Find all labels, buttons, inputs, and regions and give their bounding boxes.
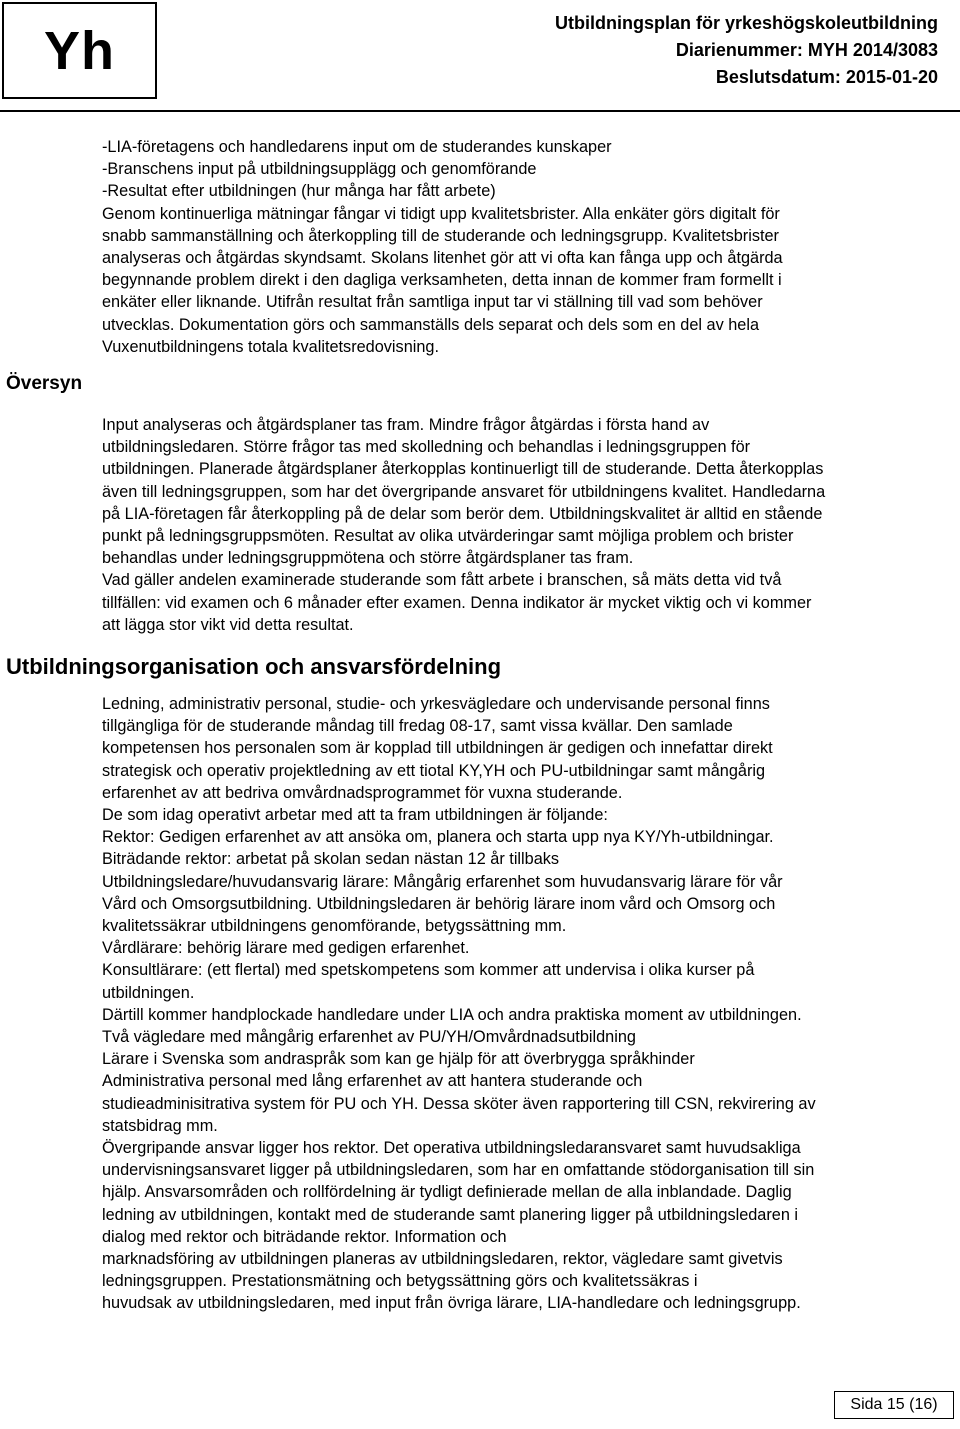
text-line: hjälp. Ansvarsområden och rollfördelning är tydligt definierade mellan de alla inblandade. Daglig — [102, 1183, 792, 1202]
text-line: att lägga stor vikt vid detta resultat. — [102, 615, 354, 634]
text-line: erfarenhet av att bedriva omvårdnadsprogrammet för vuxna studerande. — [102, 783, 623, 802]
text-line: dialog med rektor och biträdande rektor. Information och — [102, 1227, 507, 1246]
page-number-text: Sida 15 (16) — [850, 1396, 938, 1413]
text-line: huvudsak av utbildningsledaren, med input från övriga lärare, LIA-handledare och ledningsgrupp. — [102, 1294, 801, 1313]
text-line: statsbidrag mm. — [102, 1116, 218, 1135]
text-line: tillfällen: vid examen och 6 månader efter examen. Denna indikator är mycket viktig och vi kommer — [102, 593, 812, 612]
text-line: tillgängliga för de studerande måndag till fredag 08-17, samt vissa kvällar. Den samlade — [102, 717, 733, 736]
text-line: -LIA-företagens och handledarens input om de studerandes kunskaper — [102, 138, 612, 156]
document-title: Utbildningsplan för yrkeshögskoleutbildning — [554, 13, 938, 33]
text-line: punkt på ledningsgruppsmöten. Resultat av olika utvärderingar samt möjliga problem och brister — [102, 527, 794, 546]
text-line: utbildningen. — [102, 983, 195, 1002]
text-line: Övergripande ansvar ligger hos rektor. Det operativa utbildningsledaransvaret samt huvudsakliga — [102, 1139, 801, 1158]
organisation-body — [102, 693, 952, 1315]
text-line: strategisk och operativ projektledning av ett tiotal KY,YH och PU-utbildningar samt mångårig — [102, 761, 766, 780]
overview-paragraph-2 — [102, 414, 952, 636]
text-line: ledning av utbildningen, kontakt med de studerande samt planering ligger på utbildningsledaren i — [102, 1205, 799, 1224]
text-line: -Branschens input på utbildningsupplägg och genomförande — [102, 160, 537, 179]
text-line: analyseras och åtgärdas skyndsamt. Skolans litenhet gör att vi ofta kan fånga upp och åtgärda — [102, 249, 783, 268]
text-line: begynnande problem direkt i den dagliga verksamheten, detta innan de kommer fram formellt i — [102, 271, 782, 290]
text-line: Rektor: Gedigen erfarenhet av att ansöka om, planera och starta upp nya KY/Yh-utbildningar. — [102, 828, 774, 847]
yh-logo — [2, 2, 157, 99]
text-line: Två vägledare med mångårig erfarenhet av PU/YH/Omvårdnadsutbildning — [102, 1028, 636, 1047]
text-line: De som idag operativt arbetar med att ta fram utbildningen är följande: — [102, 806, 608, 825]
text-line: Vård och Omsorgsutbildning. Utbildningsledaren är behörig lärare inom vård och Omsorg och — [102, 894, 776, 913]
header-divider — [0, 110, 960, 112]
text-line: ledningsgruppen. Prestationsmätning och betygssättning görs och kvalitetssäkras i — [102, 1272, 698, 1291]
beslutsdatum: Beslutsdatum: 2015-01-20 — [715, 67, 938, 87]
text-line: undervisningsansvaret ligger på utbildningsledaren, som har en omfattande stödorganisation till sin — [102, 1161, 815, 1180]
text-line: Lärare i Svenska som andraspråk som kan ge hjälp för att överbrygga språkhinder — [102, 1050, 695, 1069]
text-line: marknadsföring av utbildningen planeras av utbildningsledaren, rektor, vägledare samt givetvis — [102, 1250, 783, 1269]
text-line: Konsultlärare: (ett flertal) med spetskompetens som kommer att undervisa i olika kurser på — [102, 961, 755, 980]
text-line: även till ledningsgruppen, som har det övergripande ansvaret för utbildningens kvalitet. Handledarna — [102, 482, 826, 501]
text-line: Administrativa personal med lång erfarenhet av att hantera studerande och — [102, 1072, 643, 1091]
text-line: utvecklas. Dokumentation görs och sammanställs dels separat och dels som en del av hela — [102, 315, 760, 334]
text-line: -Resultat efter utbildningen (hur många har fått arbete) — [102, 182, 496, 201]
text-line: Vad gäller andelen examinerade studerande som fått arbete i branschen, så mäts detta vid två — [102, 571, 782, 590]
text-line: Genom kontinuerliga mätningar fångar vi tidigt upp kvalitetsbrister. Alla enkäter görs digitalt för — [102, 204, 780, 223]
text-line: Input analyseras och åtgärdsplaner tas fram. Mindre frågor åtgärdas i första hand av — [102, 416, 710, 434]
section-label-oversyn: Översyn — [6, 373, 83, 394]
document-header — [555, 10, 938, 91]
text-line: kompetensen hos personalen som är kopplad till utbildningen är gedigen och innefattar direkt — [102, 739, 773, 758]
page-number — [834, 1391, 954, 1419]
text-line: kvalitetssäkrar utbildningens genomförande, betygssättning mm. — [102, 917, 567, 936]
logo-text: Yh — [43, 20, 115, 81]
text-line: på LIA-företagen får återkoppling på de delar som berör dem. Utbildningskvalitet är alltid en stående — [102, 504, 823, 523]
text-line: Vårdlärare: behörig lärare med gedigen erfarenhet. — [102, 939, 470, 958]
text-line: Ledning, administrativ personal, studie- och yrkesvägledare och undervisande personal finns — [102, 695, 770, 713]
text-line: utbildningsledaren. Större frågor tas med skolledning och behandlas i ledningsgruppen för — [102, 438, 751, 457]
overview-paragraph-1 — [102, 136, 952, 358]
text-line: utbildningen. Planerade åtgärdsplaner återkopplas kontinuerligt till de studerande. Detta återkopplas — [102, 460, 824, 479]
text-line: Därtill kommer handplockade handledare under LIA och andra praktiska moment av utbildningen. — [102, 1005, 802, 1024]
text-line: Utbildningsledare/huvudansvarig lärare: Mångårig erfarenhet som huvudansvarig lärare för vår — [102, 872, 783, 891]
text-line: Biträdande rektor: arbetat på skolan sedan nästan 12 år tillbaks — [102, 850, 560, 869]
diarienummer: Diarienummer: MYH 2014/3083 — [675, 40, 938, 60]
text-line: studieadminisitrativa system för PU och YH. Dessa sköter även rapportering till CSN, rekvirering av — [102, 1094, 816, 1113]
text-line: enkäter eller liknande. Utifrån resultat från samtliga input tar vi ställning till vad som behöver — [102, 293, 763, 312]
text-line: Vuxenutbildningens totala kvalitetsredovisning. — [102, 337, 439, 356]
text-line: behandlas under ledningsgruppmötena och större åtgärdsplaner tas fram. — [102, 549, 634, 568]
section-heading-organisation: Utbildningsorganisation och ansvarsfördelning — [6, 654, 502, 679]
text-line: snabb sammanställning och återkoppling till de studerande och ledningsgrupp. Kvalitetsbrister — [102, 226, 779, 245]
